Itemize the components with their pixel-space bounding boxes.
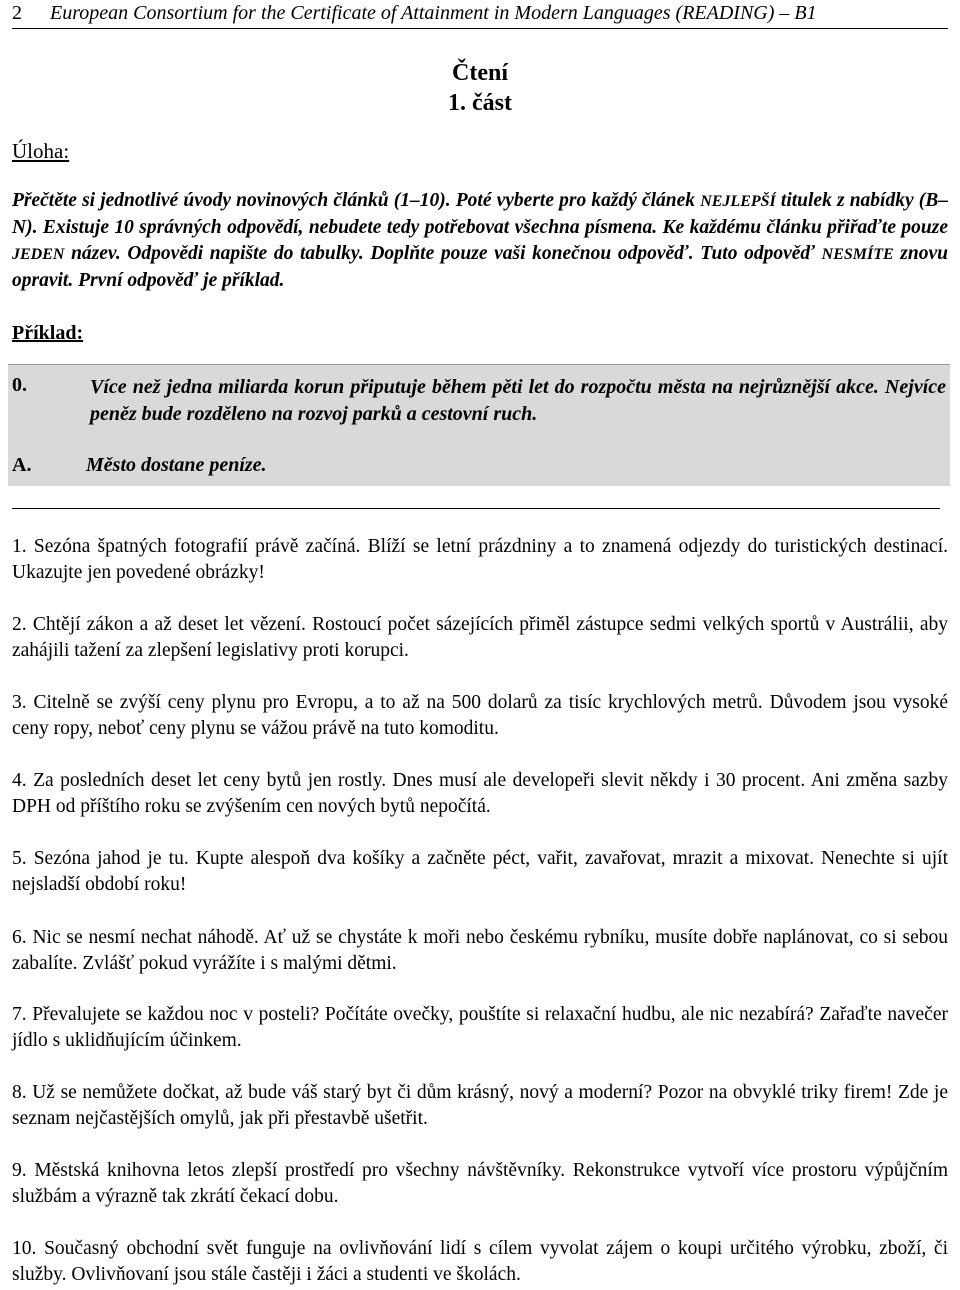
- article-item-2: 2. Chtějí zákon a až deset let vězení. Rostoucí počet sázejících přiměl zástupce sedmi velkých sportů v Austrálii, aby zahájili tažení za zlepšení legislativy proti korupci.: [12, 614, 948, 661]
- emphasis-nesmite: NESMÍTE: [821, 246, 894, 263]
- article-item-7: 7. Převalujete se každou noc v posteli? Počítáte ovečky, pouštíte si relaxační hudbu, ale nic nezabírá? Zařaďte navečer jídlo s uklidňujícím účinkem.: [12, 1004, 948, 1051]
- page-number: 2: [12, 2, 22, 24]
- article-item-9: 9. Městská knihovna letos zlepší prostředí pro všechny návštěvníky. Rekonstrukce vytvoří více prostoru výpůjčním službám a výrazně tak zkrátí čekací dobu.: [12, 1160, 948, 1207]
- section-title: Čtení: [452, 60, 508, 86]
- emphasis-nejlepsi: NEJLEPŠÍ: [700, 193, 776, 210]
- article-item-8: 8. Už se nemůžete dočkat, až bude váš starý byt či dům krásný, nový a moderní? Pozor na obvyklé triky firem! Zde je seznam nejčastějších omylů, jak při přestavbě ušetřit.: [12, 1082, 948, 1129]
- example-answer-text: Město dostane peníze.: [86, 454, 267, 476]
- article-item-5: 5. Sezóna jahod je tu. Kupte alespoň dva košíky a začněte péct, vařit, zavařovat, mrazit a mixovat. Nenechte si ujít nejsladší období roku!: [12, 848, 948, 895]
- instructions: [12, 188, 948, 294]
- separator-line: [12, 508, 940, 509]
- example-number: 0.: [12, 374, 27, 396]
- task-label: Úloha:: [12, 139, 70, 163]
- article-item-4: 4. Za posledních deset let ceny bytů jen rostly. Dnes musí ale developeři slevit někdy i 30 procent. Ani změna sazby DPH od příštího roku se zvýšením cen nových bytů nepočítá.: [12, 770, 948, 817]
- example-label: Příklad:: [12, 322, 84, 344]
- instructions-part-2: titulek z nabídky (B–N). Existuje 10 správných odpovědí, nebudete tedy potřebovat všechna písmena. Ke každému článku přiřaďte pouze: [12, 190, 949, 238]
- article-item-3: 3. Citelně se zvýší ceny plynu pro Evropu, a to až na 500 dolarů za tisíc krychlových metrů. Důvodem jsou vysoké ceny ropy, neboť ceny plynu se vážou právě na tuto komoditu.: [12, 692, 948, 739]
- instructions-part-3: název. Odpovědi napište do tabulky. Doplňte pouze vaši konečnou odpověď. Tuto odpověď: [64, 243, 822, 264]
- article-item-10: 10. Současný obchodní svět funguje na ovlivňování lidí s cílem vyvolat zájem o koupi určitého výrobku, zboží, či služby. Ovlivňovaní jsou stále častěji i žáci a studenti ve školách.: [12, 1238, 948, 1285]
- example-answer-letter: A.: [12, 454, 32, 476]
- example-text: Více než jedna miliarda korun připutuje během pěti let do rozpočtu města na nejrůznější akce. Nejvíce peněz bude rozděleno na rozvoj parků a cestovní ruch.: [90, 376, 946, 425]
- header-title: European Consortium for the Certificate of Attainment in Modern Languages (READING) – B1: [50, 2, 817, 24]
- article-item-1: 1. Sezóna špatných fotografií právě začíná. Blíží se letní prázdniny a to znamená odjezdy do turistických destinací. Ukazujte jen povedené obrázky!: [12, 536, 948, 583]
- page-header: [12, 0, 948, 29]
- instructions-part-1: Přečtěte si jednotlivé úvody novinových článků (1–10). Poté vyberte pro každý článek: [12, 190, 701, 211]
- article-item-6: 6. Nic se nesmí nechat náhodě. Ať už se chystáte k moři nebo českému rybníku, musíte dobře naplánovat, co si sebou zabalíte. Zvlášť pokud vyrážíte i s malými dětmi.: [12, 927, 948, 974]
- instructions-part-4: znovu opravit. První odpověď je příklad.: [12, 243, 948, 291]
- section-subtitle: 1. část: [448, 90, 512, 116]
- emphasis-jeden: JEDEN: [12, 246, 65, 263]
